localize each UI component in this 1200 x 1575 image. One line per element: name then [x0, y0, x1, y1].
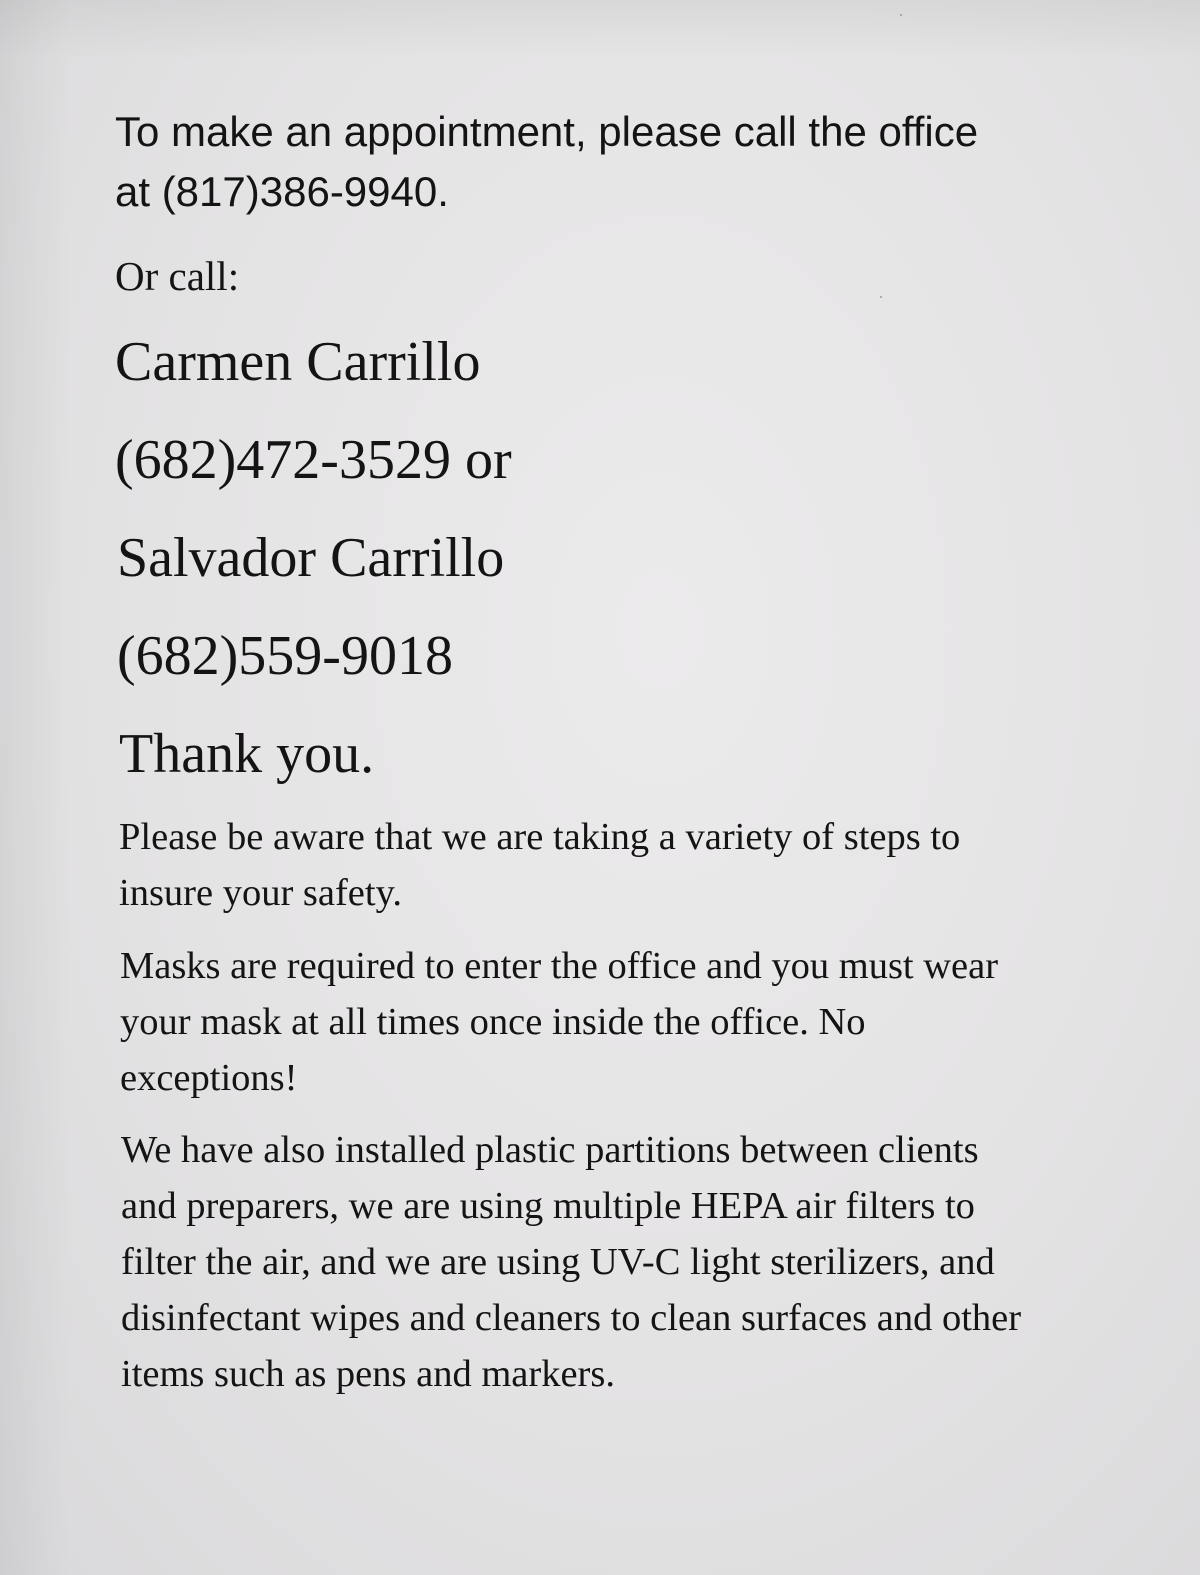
contact-2-name: Salvador Carrillo — [117, 527, 505, 589]
measures-paragraph-line: and preparers, we are using multiple HEPA air filters to — [121, 1185, 975, 1227]
contact-1-phone: (682)472-3529 or — [115, 429, 512, 491]
masks-paragraph-line: your mask at all times once inside the office. No — [120, 1001, 866, 1043]
measures-paragraph-line: filter the air, and we are using UV-C light sterilizers, and — [121, 1241, 995, 1283]
safety-paragraph-line: Please be aware that we are taking a variety of steps to — [119, 816, 961, 858]
contact-2-phone: (682)559-9018 — [117, 625, 453, 687]
paper-shadow-top — [0, 0, 1200, 60]
paper-shadow-left — [0, 0, 70, 1575]
contact-1-name: Carmen Carrillo — [115, 331, 481, 393]
appointment-instruction-line-1: To make an appointment, please call the office — [115, 108, 979, 155]
paper-speck — [880, 296, 882, 298]
masks-paragraph-line: exceptions! — [120, 1057, 298, 1099]
thank-you-text: Thank you. — [119, 723, 375, 785]
safety-paragraph-line: insure your safety. — [119, 872, 402, 914]
measures-paragraph-line: items such as pens and markers. — [121, 1353, 615, 1395]
or-call-label: Or call: — [115, 253, 240, 299]
paper-speck — [900, 14, 902, 16]
measures-paragraph-line: We have also installed plastic partitions between clients — [121, 1129, 979, 1171]
measures-paragraph-line: disinfectant wipes and cleaners to clean surfaces and other — [121, 1297, 1022, 1339]
masks-paragraph-line: Masks are required to enter the office and you must wear — [120, 945, 999, 987]
appointment-instruction-line-2: at (817)386-9940. — [115, 168, 449, 215]
